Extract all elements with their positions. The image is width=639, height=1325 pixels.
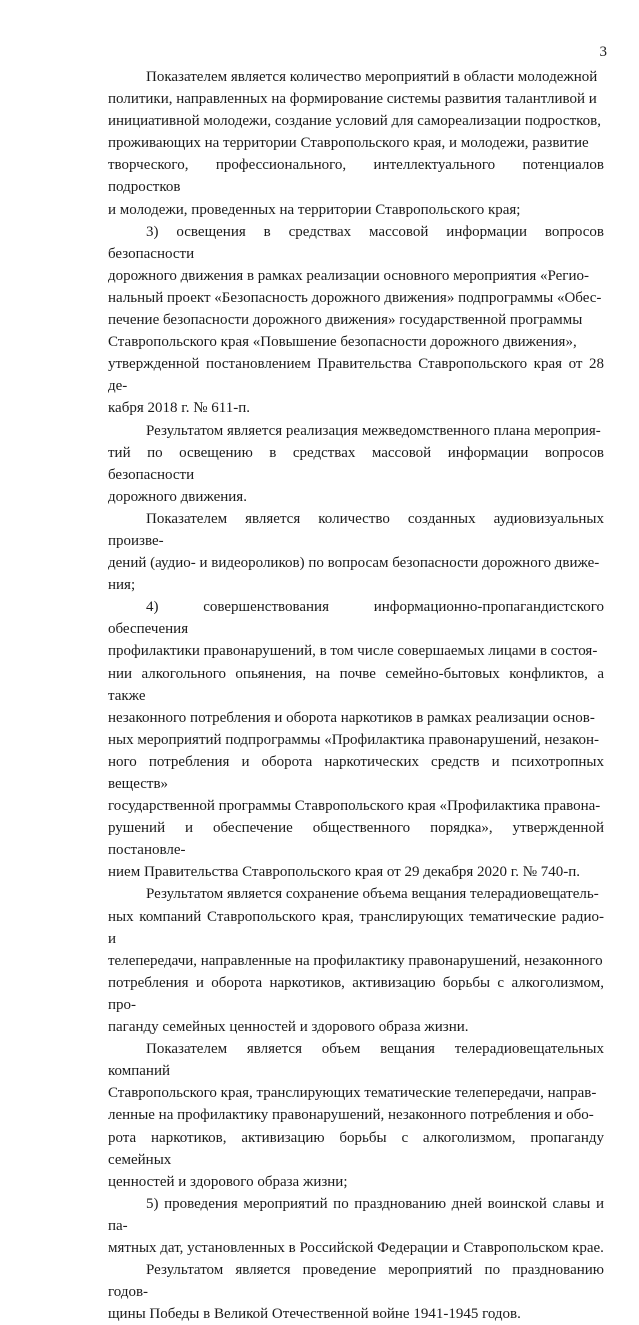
paragraph-broadcast-result: Результатом является сохранение объема вещания телерадиовещатель- ных компаний Ставропольского края, транслирующих тематические радио- и телепередачи, направленные на профилактику правонарушений, незаконного потребления и оборота наркотиков, активизацию борьбы с алкоголизмом, про- паганду семейных ценностей и здорового образа жизни. <box>108 886 604 1036</box>
paragraph-broadcast-indicator: Показателем является объем вещания телерадиовещательных компаний Ставропольского края, транслирующих тематические телепередачи, направ- ленные на профилактику правонарушений, незаконного потребления и обо- рота наркотиков, активизацию борьбы с алкоголизмом, пропаганду семейных ценностей и здорового образа жизни; <box>108 1041 604 1190</box>
paragraph-road-safety-result: Результатом является реализация межведомственного плана мероприя- тий по освещению в средствах массовой информации вопросов безопасности дорожного движения. <box>108 422 604 505</box>
paragraph-victory-anniversary-result: Результатом является проведение мероприятий по празднованию годов- щины Победы в Великой Отечественной войне 1941-1945 годов. <box>108 1262 604 1323</box>
paragraph-youth-policy-indicator: Показателем является количество мероприятий в области молодежной политики, направленных на формирование системы развития талантливой и инициативной молодежи, создание условий для самореализации подростков, проживающих на территории Ставропольского края, и молодежи, развитие творческого, профессионального, интеллектуального потенциалов подростков и молодежи, проведенных на территории Ставропольского края; <box>108 69 604 218</box>
page-number: 3 <box>599 44 607 60</box>
paragraph-road-safety-indicator: Показателем является количество созданных аудиовизуальных произве- дений (аудио- и видеороликов) по вопросам безопасности дорожного движе- ния; <box>108 510 604 594</box>
document-body <box>108 66 604 1325</box>
paragraph-item-4-offense-prevention: 4) совершенствования информационно-пропагандистского обеспечения профилактики правонарушений, в том числе совершаемых лицами в состоя- нии алкогольного опьянения, на почве семейно-бытовых конфликтов, а также незаконного потребления и оборота наркотиков в рамках реализации основ- ных мероприятий подпрограммы «Профилактика правонарушений, незакон- ного потребления и оборота наркотических средств и психотропных веществ» государственной программы Ставропольского края «Профилактика правона- рушений и обеспечение общественного порядка», утвержденной постановле- нием Правительства Ставропольского края от 29 декабря 2020 г. № 740-п. <box>108 599 604 881</box>
paragraph-item-3-road-safety-media: 3) освещения в средствах массовой информации вопросов безопасности дорожного движения в рамках реализации основного мероприятия «Регио- нальный проект «Безопасность дорожного движения» подпрограммы «Обес- печение безопасности дорожного движения» государственной программы Ставропольского края «Повышение безопасности дорожного движения», утвержденной постановлением Правительства Ставропольского края от 28 де- кабря 2018 г. № 611-п. <box>108 223 604 417</box>
paragraph-item-5-military-glory-days: 5) проведения мероприятий по празднованию дней воинской славы и па- мятных дат, установленных в Российской Федерации и Ставропольском крае. <box>108 1195 604 1256</box>
